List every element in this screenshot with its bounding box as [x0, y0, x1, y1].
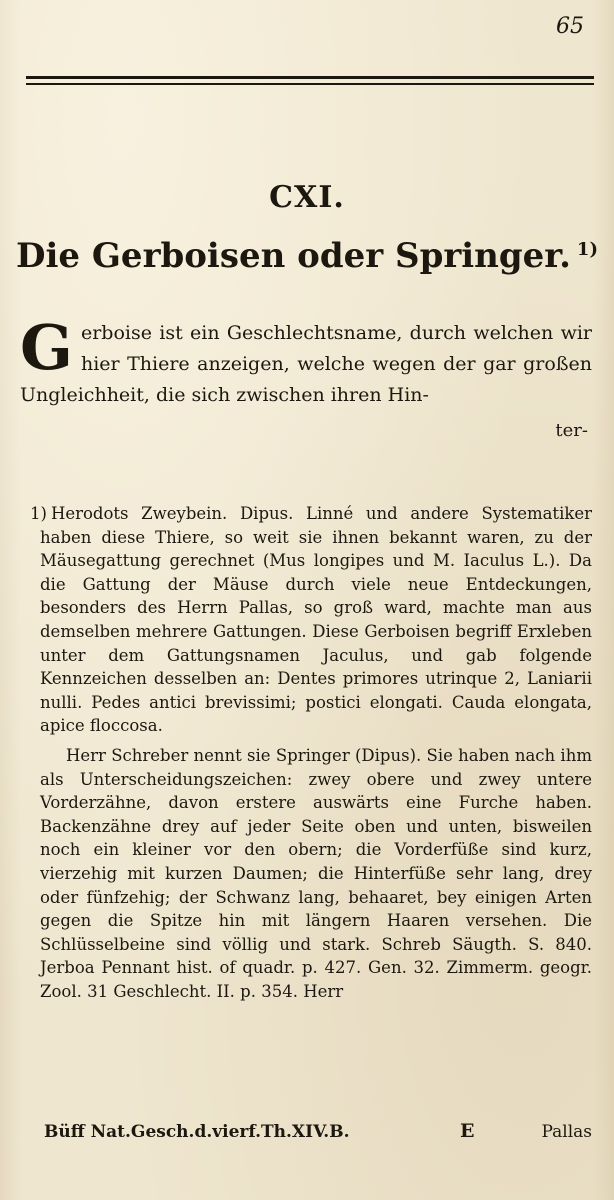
- chapter-title: [0, 236, 614, 276]
- footnote-paragraph: [30, 502, 592, 738]
- signature-line: Büff Nat.Gesch.d.vierf.Th.XIV.B.: [44, 1122, 350, 1142]
- body-paragraph: [20, 311, 592, 411]
- footer-catchword: Pallas: [541, 1122, 592, 1142]
- footnote-paragraph: [40, 744, 592, 1004]
- catchword: ter-: [555, 420, 588, 441]
- footnote-text-1: Herodots Zweybein. Dipus. Linné und andere Systematiker haben diese Thiere, so weit sie ihnen bekannt waren, zu der Mäusegattung gerechnet (Mus longipes und M. Iaculus L.). Da die Gattung der Mäuse durch viele neue Entdeckungen, besonders des Herrn Pallas, so groß ward, machte man aus demselben mehrere Gattungen. Diese Gerboisen begriff Erxleben unter dem Gattungsnamen Jaculus, und gab folgende Kennzeichen desselben an: Dentes primores utrinque 2, Laniarii nulli. Pedes antici brevissimi; postici elongati. Cauda elongata, apice floccosa.: [40, 504, 592, 736]
- chapter-number: CXI.: [269, 180, 345, 215]
- footnote-reference: 1): [576, 238, 598, 260]
- footnote-marker: 1): [30, 504, 47, 523]
- chapter-title-text: Die Gerboisen oder Springer.: [16, 236, 571, 276]
- footnote-text-2: Herr Schreber nennt sie Springer (Dipus). Sie haben nach ihm als Unterscheidungszeichen: zwey obere und zwey untere Vorderzähne, davon erstere auswärts eine Furche haben. Backenzähne drey auf jeder Seite oben und unten, bisweilen noch ein kleiner vor den obern; die Vorderfüße sind kurz, vierzehig mit kurzen Daumen; die Hinterfüße sehr lang, drey oder fünfzehig; der Schwanz lang, behaaret, bey einigen Arten gegen die Spitze hin mit längern Haaren versehen. Die Schlüsselbeine sind völlig und stark. Schreb Säugth. S. 840. Jerboa Pennant hist. of quadr. p. 427. Gen. 32. Zimmerm. geogr. Zool. 31 Geschlecht. II. p. 354. Herr: [40, 745, 592, 1001]
- page-number: 65: [556, 14, 584, 39]
- footnote: [30, 502, 592, 1003]
- header-rule-thick: [26, 76, 594, 79]
- signature-mark: E: [460, 1120, 475, 1142]
- drop-cap: G: [20, 311, 73, 384]
- body-text: erboise ist ein Geschlechtsname, durch welchen wir hier Thiere anzeigen, welche wegen der gar großen Ungleichheit, die sich zwischen ihren Hin-: [20, 322, 592, 406]
- header-rule-thin: [26, 83, 594, 85]
